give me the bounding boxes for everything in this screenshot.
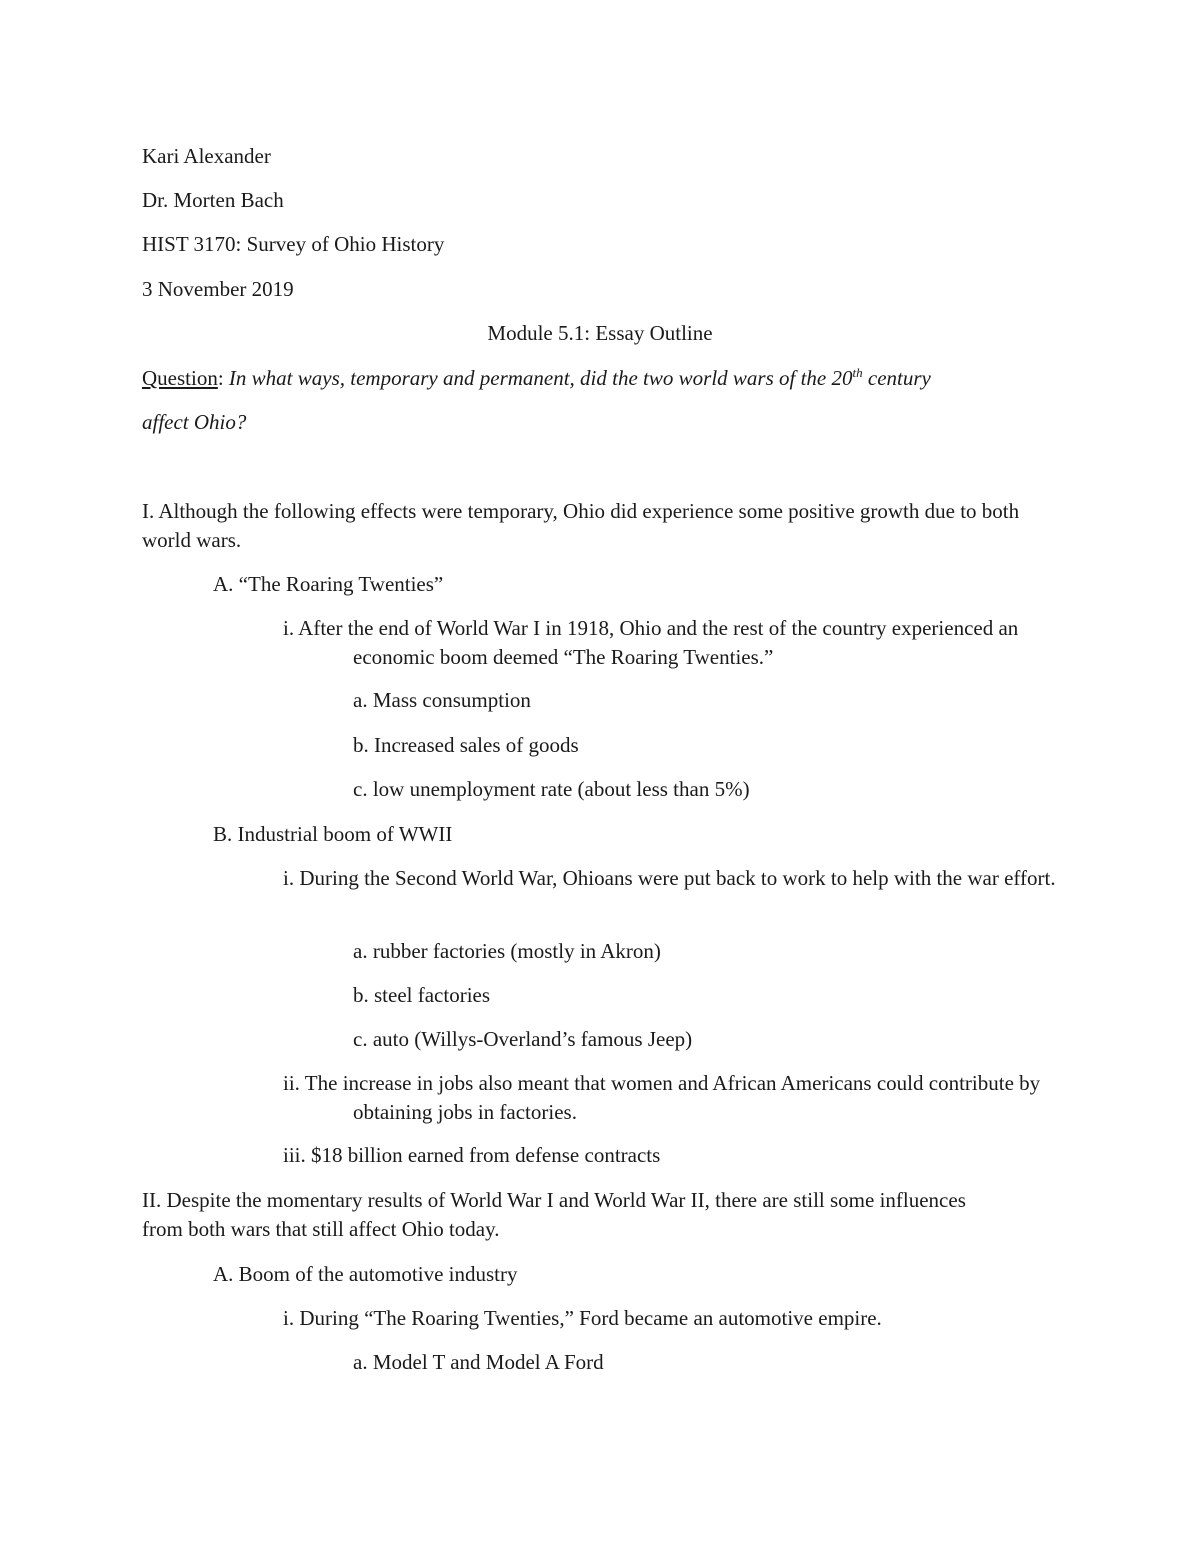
outline-section-i: I. Although the following effects were temporary, Ohio did experience some positive growth due to both world wars. xyxy=(142,499,1020,552)
question-line xyxy=(142,364,931,392)
question-text: In what ways, temporary and permanent, did the two world wars of the 20 xyxy=(223,366,853,390)
outline-item-i-b-ii: ii. The increase in jobs also meant that women and African Americans could contribute by obtaining jobs in factories. xyxy=(283,1071,1041,1124)
outline-item-i-a-i: i. After the end of World War I in 1918, Ohio and the rest of the country experienced an economic boom deemed “The Roaring Twenties.” xyxy=(283,616,1019,669)
question-colon: : xyxy=(217,366,224,390)
outline-item-i-b: B. Industrial boom of WWII xyxy=(213,822,453,846)
outline-item-i-b-i-c: c. auto (Willys-Overland’s famous Jeep) xyxy=(353,1027,693,1051)
instructor-name: Dr. Morten Bach xyxy=(142,188,284,212)
document-date: 3 November 2019 xyxy=(142,277,294,301)
outline-item-i-b-i: i. During the Second World War, Ohioans were put back to work to help with the war effort. xyxy=(283,866,1056,890)
outline-item-i-a-i-a: a. Mass consumption xyxy=(353,688,531,712)
outline-section-ii: II. Despite the momentary results of World War I and World War II, there are still some influences from both wars that still affect Ohio today. xyxy=(142,1188,966,1241)
outline-item-i-a: A. “The Roaring Twenties” xyxy=(213,572,444,596)
outline-item-ii-a-i: i. During “The Roaring Twenties,” Ford became an automotive empire. xyxy=(283,1306,882,1330)
author-name: Kari Alexander xyxy=(142,144,271,168)
outline-item-ii-a-i-a: a. Model T and Model A Ford xyxy=(353,1350,604,1374)
outline-item-i-b-iii: iii. $18 billion earned from defense contracts xyxy=(283,1143,661,1167)
course-name: HIST 3170: Survey of Ohio History xyxy=(142,232,445,256)
document-title: Module 5.1: Essay Outline xyxy=(487,321,713,345)
question-text-end: century xyxy=(862,366,931,390)
outline-item-ii-a: A. Boom of the automotive industry xyxy=(213,1262,518,1286)
question-superscript: th xyxy=(852,365,863,380)
question-label: Question xyxy=(142,366,218,390)
outline-item-i-a-i-c: c. low unemployment rate (about less than 5%) xyxy=(353,777,750,801)
question-line-2: affect Ohio? xyxy=(142,410,247,434)
outline-item-i-a-i-b: b. Increased sales of goods xyxy=(353,733,579,757)
outline-item-i-b-i-b: b. steel factories xyxy=(353,983,491,1007)
outline-item-i-b-i-a: a. rubber factories (mostly in Akron) xyxy=(353,939,661,963)
